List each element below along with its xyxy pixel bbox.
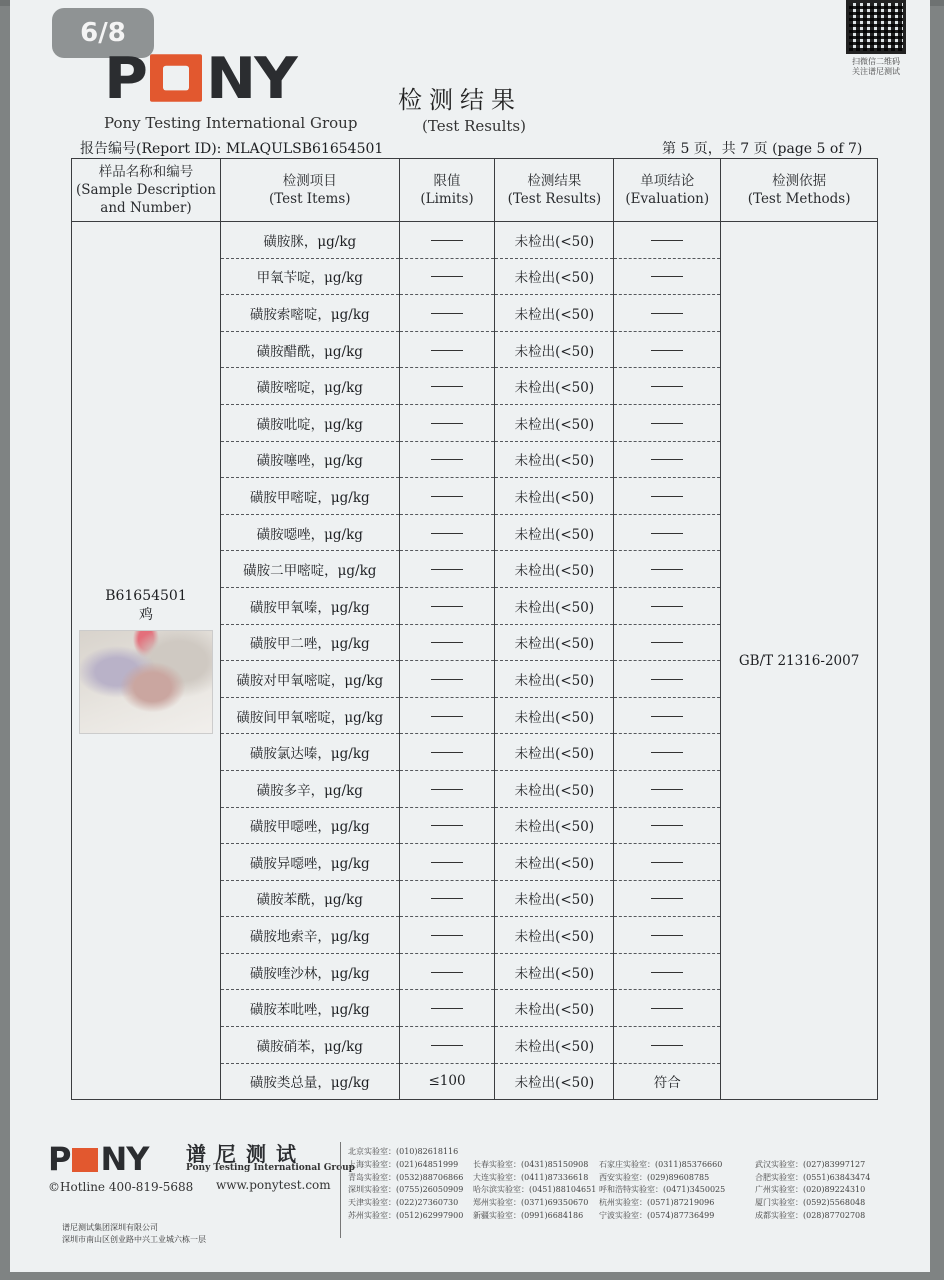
dash-mark: [651, 752, 683, 753]
lab-entry: 武汉实验室：(027)83997127: [755, 1159, 866, 1169]
lab-row: [348, 1146, 908, 1159]
test-method: GB/T 21316-2007: [721, 222, 878, 1100]
dash-mark: [651, 1045, 683, 1046]
test-item: 磺胺地索辛，μg/kg: [220, 917, 399, 954]
lab-row: [348, 1210, 908, 1223]
limit-value: [399, 697, 495, 734]
footer-logo: P NY: [48, 1140, 149, 1178]
dash-mark: [431, 496, 463, 497]
logo-o-shape: [150, 54, 202, 102]
lab-entry: [599, 1146, 755, 1159]
test-item: 磺胺甲氧嗪，μg/kg: [220, 587, 399, 624]
dash-mark: [651, 1008, 683, 1009]
evaluation-value: [614, 368, 721, 405]
dash-mark: [431, 752, 463, 753]
test-item: 磺胺索嘧啶，μg/kg: [220, 295, 399, 332]
page-title-en: (Test Results): [422, 117, 526, 135]
dash-mark: [431, 1045, 463, 1046]
lab-entry: 石家庄实验室：(0311)85376660: [599, 1159, 723, 1169]
limit-value: [399, 441, 495, 478]
lab-entry: 宁波实验室：(0574)87736499: [599, 1210, 715, 1220]
hotline: ©Hotline 400-819-5688: [48, 1180, 194, 1194]
evaluation-value: [614, 331, 721, 368]
dash-mark: [651, 862, 683, 863]
test-item: 磺胺二甲嘧啶，μg/kg: [220, 551, 399, 588]
test-item: 磺胺类总量，μg/kg: [220, 1063, 399, 1100]
lab-entry: 新疆实验室：(0991)6684186: [473, 1210, 584, 1220]
evaluation-value: [614, 551, 721, 588]
limit-value: [399, 807, 495, 844]
lab-entry: 杭州实验室：(0571)87219096: [599, 1198, 715, 1208]
result-value: 未检出(<50): [495, 880, 614, 917]
lab-entry: 厦门实验室：(0592)5568048: [755, 1198, 866, 1208]
lab-row: [348, 1197, 908, 1210]
test-item: 磺胺醋酰，μg/kg: [220, 331, 399, 368]
lab-entry: 苏州实验室：(0512)62997900: [348, 1210, 464, 1220]
evaluation-value: [614, 990, 721, 1027]
dash-mark: [431, 679, 463, 680]
dash-mark: [651, 606, 683, 607]
lab-entry: [473, 1146, 599, 1159]
evaluation-value: [614, 807, 721, 844]
sample-id: B61654501: [105, 587, 187, 604]
evaluation-value: [614, 587, 721, 624]
result-value: 未检出(<50): [495, 551, 614, 588]
col-header-items: 检测项目 (Test Items): [220, 159, 399, 222]
limit-value: [399, 661, 495, 698]
dash-mark: [431, 1008, 463, 1009]
test-item: 磺胺脒，μg/kg: [220, 222, 399, 259]
limit-value: ≤100: [399, 1063, 495, 1100]
lab-entry: 成都实验室：(028)87702708: [755, 1210, 866, 1220]
dash-mark: [651, 423, 683, 424]
limit-value: [399, 624, 495, 661]
dash-mark: [651, 972, 683, 973]
limit-value: [399, 222, 495, 259]
group-name: Pony Testing International Group: [104, 114, 358, 132]
dash-mark: [431, 350, 463, 351]
lab-row: [348, 1172, 908, 1185]
evaluation-value: [614, 624, 721, 661]
test-item: 磺胺嘧啶，μg/kg: [220, 368, 399, 405]
page-info: 第 5 页，共 7 页 (page 5 of 7): [662, 141, 863, 157]
limit-value: [399, 1027, 495, 1064]
dash-mark: [651, 313, 683, 314]
result-value: 未检出(<50): [495, 368, 614, 405]
evaluation-value: [614, 953, 721, 990]
evaluation-value: [614, 404, 721, 441]
sample-name: 鸡: [138, 606, 153, 623]
col-header-limits: 限值 (Limits): [399, 159, 495, 222]
company-address: 谱尼测试集团深圳有限公司 深圳市南山区创业路中兴工业城六栋一层: [62, 1223, 206, 1244]
test-item: 磺胺氯达嗪，μg/kg: [220, 734, 399, 771]
limit-value: [399, 478, 495, 515]
evaluation-value: [614, 734, 721, 771]
viewer-bottom-bar: [0, 1272, 944, 1280]
result-value: 未检出(<50): [495, 404, 614, 441]
test-item: 甲氧苄啶，μg/kg: [220, 258, 399, 295]
col-header-evaluation: 单项结论 (Evaluation): [614, 159, 721, 222]
limit-value: [399, 331, 495, 368]
footer-divider: [340, 1142, 341, 1238]
result-value: 未检出(<50): [495, 441, 614, 478]
result-value: 未检出(<50): [495, 624, 614, 661]
result-value: 未检出(<50): [495, 587, 614, 624]
limit-value: [399, 990, 495, 1027]
lab-entry: 长春实验室：(0431)85150908: [473, 1159, 589, 1169]
result-value: 未检出(<50): [495, 661, 614, 698]
result-value: 未检出(<50): [495, 697, 614, 734]
limit-value: [399, 551, 495, 588]
dash-mark: [651, 789, 683, 790]
limit-value: [399, 770, 495, 807]
limit-value: [399, 258, 495, 295]
dash-mark: [431, 459, 463, 460]
dash-mark: [651, 642, 683, 643]
lab-entry: 上海实验室：(021)64851999: [348, 1159, 459, 1169]
dash-mark: [431, 716, 463, 717]
col-header-methods: 检测依据 (Test Methods): [721, 159, 878, 222]
test-item: 磺胺对甲氧嘧啶，μg/kg: [220, 661, 399, 698]
lab-entry: 大连实验室：(0411)87336618: [473, 1172, 589, 1182]
dash-mark: [431, 825, 463, 826]
lab-entry: 哈尔滨实验室：(0451)88104651: [473, 1185, 597, 1195]
evaluation-value: [614, 661, 721, 698]
dash-mark: [431, 240, 463, 241]
dash-mark: [431, 606, 463, 607]
limit-value: [399, 404, 495, 441]
limit-value: [399, 368, 495, 405]
evaluation-value: [614, 258, 721, 295]
test-item: 磺胺异噁唑，μg/kg: [220, 844, 399, 881]
result-value: 未检出(<50): [495, 807, 614, 844]
page-counter: 6/8: [52, 8, 154, 58]
limit-value: [399, 880, 495, 917]
test-item: 磺胺多辛，μg/kg: [220, 770, 399, 807]
evaluation-value: [614, 917, 721, 954]
dash-mark: [431, 569, 463, 570]
lab-entry: 北京实验室：(010)82618116: [348, 1147, 459, 1156]
page-title: 检测结果: [398, 86, 522, 114]
lab-row: [348, 1184, 908, 1197]
result-value: 未检出(<50): [495, 844, 614, 881]
lab-entry: 呼和浩特实验室：(0471)3450025: [599, 1185, 726, 1195]
test-item: 磺胺甲嘧啶，μg/kg: [220, 478, 399, 515]
limit-value: [399, 514, 495, 551]
evaluation-value: [614, 222, 721, 259]
dash-mark: [431, 386, 463, 387]
dash-mark: [431, 935, 463, 936]
sample-cell: [72, 222, 221, 1100]
dash-mark: [651, 716, 683, 717]
evaluation-value: [614, 1027, 721, 1064]
dash-mark: [651, 496, 683, 497]
result-value: 未检出(<50): [495, 295, 614, 332]
dash-mark: [431, 972, 463, 973]
result-value: 未检出(<50): [495, 770, 614, 807]
evaluation-value: 符合: [614, 1063, 721, 1100]
dash-mark: [651, 533, 683, 534]
dash-mark: [651, 459, 683, 460]
result-value: 未检出(<50): [495, 331, 614, 368]
result-value: 未检出(<50): [495, 478, 614, 515]
website-link[interactable]: www.ponytest.com: [216, 1178, 331, 1192]
result-value: 未检出(<50): [495, 258, 614, 295]
test-item: 磺胺硝苯，μg/kg: [220, 1027, 399, 1064]
report-id: 报告编号(Report ID): MLAQULSB61654501: [80, 141, 384, 157]
result-value: 未检出(<50): [495, 990, 614, 1027]
lab-entry: 合肥实验室：(0551)63843474: [755, 1172, 871, 1182]
table-header-row: [72, 159, 878, 222]
dash-mark: [651, 935, 683, 936]
sample-photo: [79, 630, 213, 734]
dash-mark: [651, 350, 683, 351]
dash-mark: [431, 898, 463, 899]
dash-mark: [431, 642, 463, 643]
pony-logo: P NY: [104, 45, 296, 113]
lab-entry: 深圳实验室：(0755)26050909: [348, 1185, 464, 1195]
evaluation-value: [614, 770, 721, 807]
lab-entry: [755, 1146, 880, 1159]
dash-mark: [651, 898, 683, 899]
dash-mark: [431, 789, 463, 790]
lab-entry: 天津实验室：(022)27360730: [348, 1198, 459, 1208]
evaluation-value: [614, 295, 721, 332]
dash-mark: [651, 679, 683, 680]
result-value: 未检出(<50): [495, 734, 614, 771]
result-value: 未检出(<50): [495, 514, 614, 551]
limit-value: [399, 844, 495, 881]
lab-directory: [348, 1146, 908, 1223]
dash-mark: [431, 862, 463, 863]
qr-code-icon: [846, 0, 906, 54]
test-item: 磺胺苯酰，μg/kg: [220, 880, 399, 917]
lab-row: [348, 1159, 908, 1172]
limit-value: [399, 917, 495, 954]
lab-entry: 西安实验室：(029)89608785: [599, 1172, 710, 1182]
dash-mark: [651, 386, 683, 387]
limit-value: [399, 734, 495, 771]
evaluation-value: [614, 478, 721, 515]
dash-mark: [431, 313, 463, 314]
limit-value: [399, 953, 495, 990]
result-value: 未检出(<50): [495, 222, 614, 259]
result-value: 未检出(<50): [495, 953, 614, 990]
limit-value: [399, 587, 495, 624]
evaluation-value: [614, 514, 721, 551]
limit-value: [399, 295, 495, 332]
dash-mark: [431, 276, 463, 277]
test-item: 磺胺吡啶，μg/kg: [220, 404, 399, 441]
test-item: 磺胺甲二唑，μg/kg: [220, 624, 399, 661]
dash-mark: [431, 423, 463, 424]
col-header-sample: 样品名称和编号 (Sample Description and Number): [72, 159, 221, 222]
evaluation-value: [614, 697, 721, 734]
col-header-results: 检测结果 (Test Results): [495, 159, 614, 222]
evaluation-value: [614, 880, 721, 917]
test-item: 磺胺苯吡唑，μg/kg: [220, 990, 399, 1027]
lab-entry: 郑州实验室：(0371)69350670: [473, 1198, 589, 1208]
dash-mark: [651, 569, 683, 570]
test-item: 磺胺噁唑，μg/kg: [220, 514, 399, 551]
test-item: 磺胺间甲氧嘧啶，μg/kg: [220, 697, 399, 734]
test-item: 磺胺喹沙林，μg/kg: [220, 953, 399, 990]
table-row: [72, 222, 878, 259]
dash-mark: [431, 533, 463, 534]
result-value: 未检出(<50): [495, 1027, 614, 1064]
evaluation-value: [614, 844, 721, 881]
result-value: 未检出(<50): [495, 1063, 614, 1100]
results-table: [71, 158, 878, 1100]
dash-mark: [651, 276, 683, 277]
dash-mark: [651, 825, 683, 826]
test-item: 磺胺甲噁唑，μg/kg: [220, 807, 399, 844]
lab-entry: 广州实验室：(020)89224310: [755, 1185, 866, 1195]
result-value: 未检出(<50): [495, 917, 614, 954]
test-item: 磺胺噻唑，μg/kg: [220, 441, 399, 478]
footer-company-en: Pony Testing International Group: [186, 1163, 355, 1173]
evaluation-value: [614, 441, 721, 478]
lab-entry: 青岛实验室：(0532)88706866: [348, 1172, 464, 1182]
dash-mark: [651, 240, 683, 241]
footer-company-cn: 谱尼测试: [186, 1142, 306, 1166]
qr-caption: 扫微信二维码 关注谱尼测试: [852, 57, 900, 76]
